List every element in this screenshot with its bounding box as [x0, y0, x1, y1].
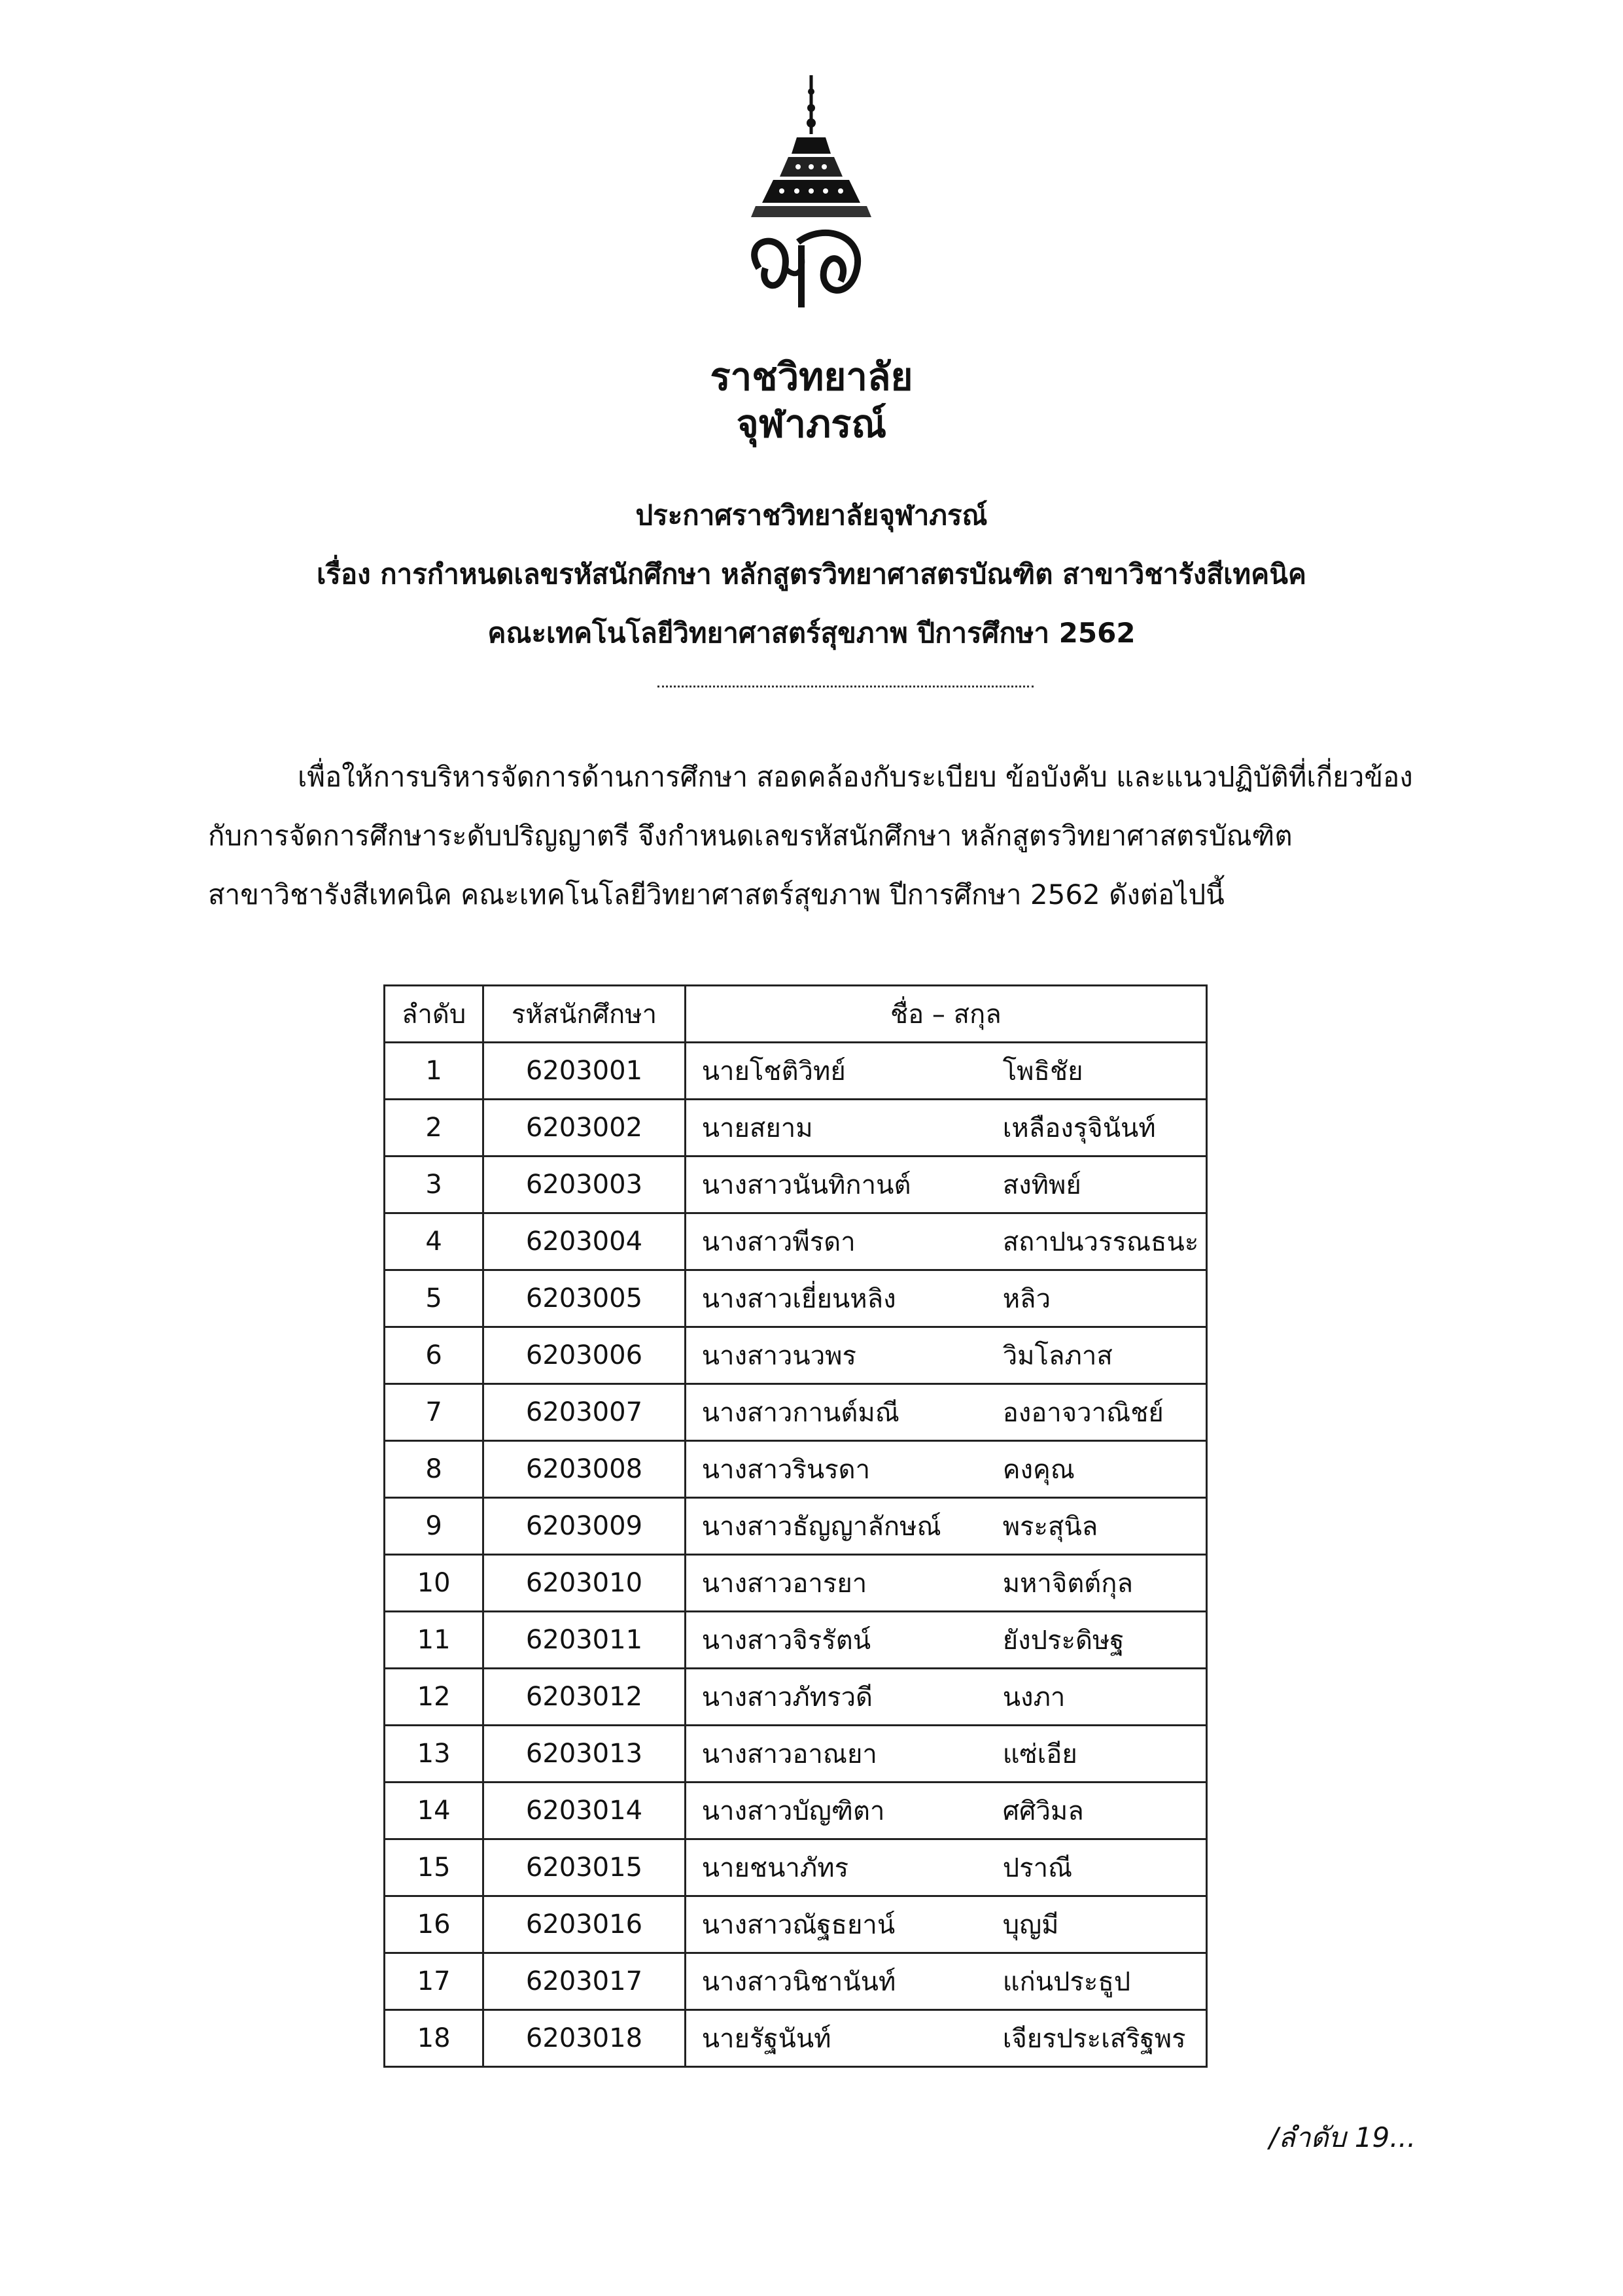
announcement-faculty-year: คณะเทคโนโลยีวิทยาศาสตร์สุขภาพ ปีการศึกษา 2562: [487, 617, 1136, 649]
cell-full-name: [685, 1441, 1206, 1498]
cell-full-name: [685, 1270, 1206, 1327]
cell-order: 11: [385, 1612, 483, 1669]
cell-order: 13: [385, 1726, 483, 1783]
cell-full-name: [685, 1100, 1206, 1157]
last-name: โพธิชัย: [1002, 1056, 1083, 1087]
announcement-title: ประกาศราชวิทยาลัยจุฬาภรณ์: [635, 499, 988, 531]
last-name: มหาจิตต์กุล: [1002, 1569, 1134, 1599]
first-name: นางสาวรินรดา: [701, 1455, 871, 1485]
table-row: [385, 1498, 1207, 1555]
cell-order: 1: [385, 1043, 483, 1100]
last-name: องอาจวาณิชย์: [1002, 1398, 1164, 1428]
cell-order: 18: [385, 2010, 483, 2067]
first-name: นายชนาภัทร: [701, 1853, 849, 1883]
cell-order: 16: [385, 1896, 483, 1953]
cell-order: 9: [385, 1498, 483, 1555]
table-row: [385, 1157, 1207, 1213]
last-name: บุญมี: [1002, 1910, 1059, 1940]
first-name: นางสาวจิรรัตน์: [701, 1626, 871, 1656]
first-name: นางสาวพีรดา: [701, 1227, 856, 1257]
cell-full-name: [685, 1555, 1206, 1612]
last-name: พระสุนิล: [1002, 1512, 1098, 1542]
last-name: สถาปนวรรณธนะ: [1002, 1227, 1199, 1257]
table-row: [385, 1612, 1207, 1669]
cell-student-id: 6203018: [483, 2010, 685, 2067]
last-name: วิมโลภาส: [1002, 1341, 1113, 1371]
body-paragraph-line1: เพื่อให้การบริหารจัดการด้านการศึกษา สอดคล้องกับระเบียบ ข้อบังคับ และแนวปฏิบัติที่เกี่ยวข้อง: [298, 761, 1413, 793]
college-name-line2: จุฬาภรณ์: [736, 402, 887, 446]
cell-student-id: 6203017: [483, 1953, 685, 2010]
body-paragraph-line2: กับการจัดการศึกษาระดับปริญญาตรี จึงกำหนดเลขรหัสนักศึกษา หลักสูตรวิทยาศาสตรบัณฑิต: [208, 820, 1293, 852]
continuation-note: /ลำดับ 19...: [1269, 2121, 1416, 2153]
cell-order: 5: [385, 1270, 483, 1327]
cell-student-id: 6203011: [483, 1612, 685, 1669]
dotted-divider: [657, 686, 1034, 687]
last-name: แก่นประธูป: [1002, 1967, 1131, 1997]
body-paragraph-line3: สาขาวิชารังสีเทคนิค คณะเทคโนโลยีวิทยาศาสตร์สุขภาพ ปีการศึกษา 2562 ดังต่อไปนี้: [208, 878, 1225, 911]
cell-order: 3: [385, 1157, 483, 1213]
first-name: นางสาวเยี่ยนหลิง: [701, 1284, 896, 1314]
cell-full-name: [685, 1327, 1206, 1384]
last-name: หลิว: [1002, 1284, 1051, 1314]
cell-order: 7: [385, 1384, 483, 1441]
cell-student-id: 6203009: [483, 1498, 685, 1555]
cell-student-id: 6203007: [483, 1384, 685, 1441]
cell-order: 12: [385, 1669, 483, 1726]
college-emblem-logo: [720, 72, 903, 347]
cell-full-name: [685, 1953, 1206, 2010]
cell-student-id: 6203005: [483, 1270, 685, 1327]
last-name: แซ่เอีย: [1002, 1739, 1077, 1769]
cell-full-name: [685, 1669, 1206, 1726]
cell-student-id: 6203013: [483, 1726, 685, 1783]
cell-order: 6: [385, 1327, 483, 1384]
table-row: [385, 1726, 1207, 1783]
table-row: [385, 1669, 1207, 1726]
table-row: [385, 1896, 1207, 1953]
first-name: นางสาวนวพร: [701, 1341, 857, 1371]
last-name: เหลืองรุจินันท์: [1002, 1113, 1156, 1143]
cell-full-name: [685, 1839, 1206, 1896]
cell-order: 4: [385, 1213, 483, 1270]
first-name: นายรัฐนันท์: [701, 2024, 831, 2054]
table-body: [385, 1043, 1207, 2067]
cell-student-id: 6203003: [483, 1157, 685, 1213]
student-id-table: [383, 984, 1208, 2068]
cell-order: 10: [385, 1555, 483, 1612]
table-row: [385, 1839, 1207, 1896]
cell-student-id: 6203010: [483, 1555, 685, 1612]
first-name: นางสาวอารยา: [701, 1569, 867, 1599]
cell-student-id: 6203001: [483, 1043, 685, 1100]
cell-full-name: [685, 1384, 1206, 1441]
cell-order: 15: [385, 1839, 483, 1896]
cell-full-name: [685, 1498, 1206, 1555]
table-header-row: [385, 986, 1207, 1043]
cell-student-id: 6203016: [483, 1896, 685, 1953]
cell-order: 2: [385, 1100, 483, 1157]
first-name: นายโชติวิทย์: [701, 1056, 846, 1087]
table-row: [385, 1953, 1207, 2010]
cell-order: 8: [385, 1441, 483, 1498]
last-name: ยังประดิษฐ: [1002, 1626, 1125, 1656]
table-row: [385, 1270, 1207, 1327]
first-name: นายสยาม: [701, 1113, 813, 1143]
table-row: [385, 1327, 1207, 1384]
cell-order: 14: [385, 1783, 483, 1839]
cell-student-id: 6203014: [483, 1783, 685, 1839]
cell-student-id: 6203006: [483, 1327, 685, 1384]
table-row: [385, 1384, 1207, 1441]
first-name: นางสาวบัญฑิตา: [701, 1796, 885, 1826]
table-row: [385, 1043, 1207, 1100]
table-row: [385, 1783, 1207, 1839]
column-header-order: ลำดับ: [385, 986, 483, 1043]
last-name: สงทิพย์: [1002, 1170, 1081, 1200]
first-name: นางสาวนิชานันท์: [701, 1967, 896, 1997]
announcement-subject: เรื่อง การกำหนดเลขรหัสนักศึกษา หลักสูตรวิทยาศาสตรบัณฑิต สาขาวิชารังสีเทคนิค: [316, 558, 1307, 590]
cell-student-id: 6203002: [483, 1100, 685, 1157]
first-name: นางสาวภัทรวดี: [701, 1682, 873, 1713]
first-name: นางสาวนันทิกานต์: [701, 1170, 911, 1200]
column-header-full-name: ชื่อ – สกุล: [685, 986, 1206, 1043]
last-name: ปราณี: [1002, 1853, 1073, 1883]
cell-full-name: [685, 1157, 1206, 1213]
cell-full-name: [685, 2010, 1206, 2067]
last-name: ศศิวิมล: [1002, 1796, 1084, 1826]
last-name: คงคุณ: [1002, 1455, 1075, 1485]
cell-full-name: [685, 1612, 1206, 1669]
first-name: นางสาวอาณยา: [701, 1739, 877, 1769]
cell-full-name: [685, 1896, 1206, 1953]
first-name: นางสาวณัฐธยาน์: [701, 1910, 896, 1940]
last-name: นงภา: [1002, 1682, 1066, 1713]
cell-student-id: 6203008: [483, 1441, 685, 1498]
cell-full-name: [685, 1043, 1206, 1100]
cell-order: 17: [385, 1953, 483, 2010]
table-row: [385, 1100, 1207, 1157]
last-name: เจียรประเสริฐพร: [1002, 2024, 1186, 2054]
table-row: [385, 1213, 1207, 1270]
table-row: [385, 2010, 1207, 2067]
table-row: [385, 1555, 1207, 1612]
cell-full-name: [685, 1213, 1206, 1270]
first-name: นางสาวธัญญาลักษณ์: [701, 1512, 941, 1542]
first-name: นางสาวกานต์มณี: [701, 1398, 899, 1428]
table-row: [385, 1441, 1207, 1498]
college-name-line1: ราชวิทยาลัย: [710, 355, 913, 399]
cell-student-id: 6203012: [483, 1669, 685, 1726]
cell-full-name: [685, 1783, 1206, 1839]
cell-student-id: 6203004: [483, 1213, 685, 1270]
cell-student-id: 6203015: [483, 1839, 685, 1896]
column-header-student-id: รหัสนักศึกษา: [483, 986, 685, 1043]
cell-full-name: [685, 1726, 1206, 1783]
